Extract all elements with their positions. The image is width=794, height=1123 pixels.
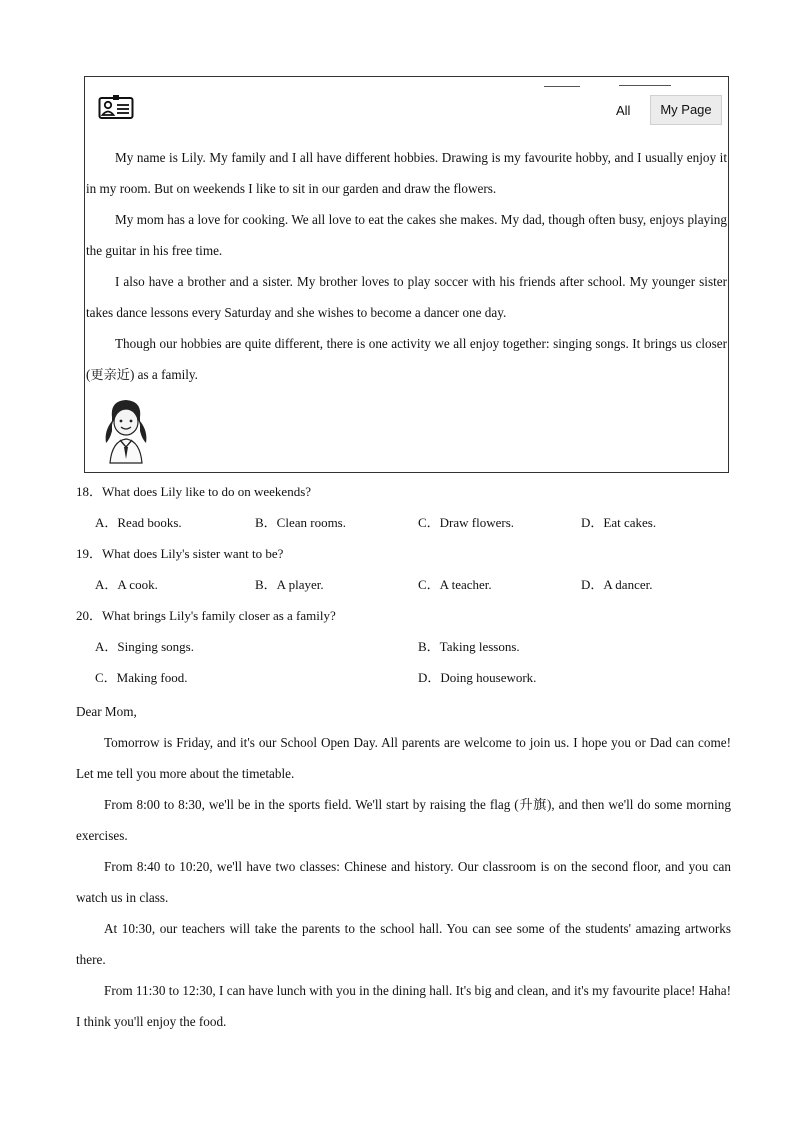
letter-paragraph: From 8:40 to 10:20, we'll have two classes: Chinese and history. Our classroom is on the second floor, and you can watch us in class. [76,859,731,905]
letter [76,696,731,1037]
option-a[interactable]: A．A cook. [95,577,158,592]
profile-paragraph: I also have a brother and a sister. My brother loves to play soccer with his friends after school. My younger sister takes dance lessons every Saturday and she wishes to become a dancer one day. [86,274,727,320]
option-c[interactable]: C．Making food. [95,670,188,685]
option-b[interactable]: B．Taking lessons. [418,639,520,654]
option-b[interactable]: B．Clean rooms. [255,515,346,530]
girl-avatar [98,395,154,465]
letter-paragraph: Tomorrow is Friday, and it's our School Open Day. All parents are welcome to join us. I hope you or Dad can come! Let me tell you more about the timetable. [76,735,731,781]
tab-all[interactable]: All [616,103,646,118]
options-20-row1 [76,631,736,662]
profile-text [85,142,728,390]
profile-paragraph: My mom has a love for cooking. We all love to eat the cakes she makes. My dad, though often busy, enjoys playing the guitar in his free time. [86,212,727,258]
option-c[interactable]: C．Draw flowers. [418,515,515,530]
options-18 [76,507,736,538]
letter-paragraph: From 11:30 to 12:30, I can have lunch with you in the dining hall. It's big and clean, and it's my favourite place! Haha! I think you'll enjoy the food. [76,983,731,1029]
questions [76,476,736,693]
options-20-row2 [76,662,736,693]
option-d[interactable]: D．A dancer. [581,577,653,592]
profile-card-icon [98,94,134,120]
question-20: 20．What brings Lily's family closer as a family? [76,608,336,623]
profile-paragraph: Though our hobbies are quite different, there is one activity we all enjoy together: singing songs. It brings us closer (更亲近) as a family. [86,336,727,382]
option-a[interactable]: A．Singing songs. [95,639,194,654]
letter-paragraph: From 8:00 to 8:30, we'll be in the sports field. We'll start by raising the flag (升旗), and then we'll do some morning exercises. [76,797,731,843]
question-18: 18．What does Lily like to do on weekends? [76,484,312,499]
option-b[interactable]: B．A player. [255,577,324,592]
option-c[interactable]: C．A teacher. [418,577,492,592]
letter-greeting: Dear Mom, [76,704,137,719]
tab-my-page[interactable]: My Page [650,95,722,125]
options-19 [76,569,736,600]
option-d[interactable]: D．Eat cakes. [581,515,657,530]
profile-paragraph: My name is Lily. My family and I all have different hobbies. Drawing is my favourite hobby, and I usually enjoy it in my room. But on weekends I like to sit in our garden and draw the flowers. [86,150,727,196]
option-d[interactable]: D．Doing housework. [418,670,537,685]
profile-card [84,76,729,473]
option-a[interactable]: A．Read books. [95,515,182,530]
question-19: 19．What does Lily's sister want to be? [76,546,284,561]
letter-paragraph: At 10:30, our teachers will take the parents to the school hall. You can see some of the students' amazing artworks there. [76,921,731,967]
